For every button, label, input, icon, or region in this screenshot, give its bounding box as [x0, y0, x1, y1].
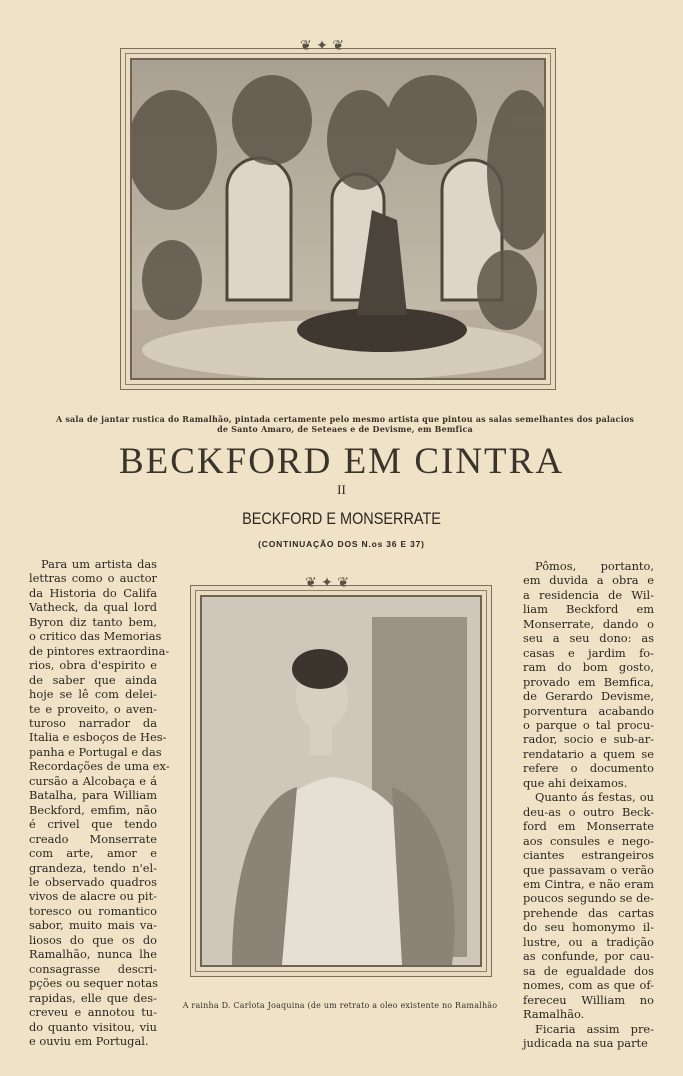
caption-line-2: de Santo Amaro, de Seteaes e de Devisme, em Bemfica	[217, 424, 473, 434]
text-line: deu-as o outro Beck-	[523, 804, 654, 819]
frame-ornament-icon: ❦ ✦ ❦	[300, 38, 345, 54]
text-line: Beckford, emfim, não	[29, 802, 157, 817]
text-line: rador, socio e sub-ar-	[523, 732, 654, 747]
text-line: sabor, muito mais va-	[29, 918, 157, 933]
text-line: Pômos, portanto,	[535, 559, 654, 573]
text-line: casas e jardim fo-	[523, 645, 654, 660]
part-number: II	[337, 482, 346, 497]
text-line: vivos de alacre ou pit-	[29, 889, 157, 904]
text-line: de pintores extraordina-	[29, 643, 170, 658]
text-line: do seu homonymo il-	[523, 920, 654, 935]
text-line: poucos segundo se de-	[523, 891, 654, 906]
text-line: judicada na sua parte	[523, 1035, 648, 1050]
text-line: Vatheck, da qual lord	[29, 600, 157, 615]
text-line: consagrasse descri-	[29, 961, 157, 976]
text-line: que passavam o verão	[523, 862, 654, 877]
portrait-caption: A rainha D. Carlota Joaquina (de um retrato a oleo existente no Ramalhão	[182, 1001, 498, 1010]
text-line: o critico das Memorias	[29, 629, 162, 644]
caption-line-1: A sala de jantar rustica do Ramalhão, pintada certamente pelo mesmo artista que pintou as salas semelhantes dos palacios	[55, 414, 635, 424]
text-line: Monserrate, dando o	[523, 616, 654, 631]
portrait-ornament-icon: ❦ ✦ ❦	[305, 575, 350, 591]
text-line: panha e Portugal e das	[29, 744, 162, 759]
text-line: Italia e esboços de Hes-	[29, 730, 167, 745]
text-line: Batalha, para William	[29, 788, 157, 803]
text-line: e ouviu em Portugal.	[29, 1033, 149, 1048]
text-line: Para um artista das	[41, 557, 157, 571]
text-line: Quanto ás festas, ou	[535, 790, 654, 805]
text-line: le observado quadros	[29, 874, 157, 889]
text-line: cursão a Alcobaça e á	[29, 773, 157, 788]
text-line: liosos do que os do	[29, 932, 157, 947]
text-line: Byron diz tanto bem,	[29, 614, 157, 629]
portrait-illustration	[200, 595, 482, 967]
text-line: Ficaria assim pre-	[535, 1021, 654, 1036]
text-line: a residencia de Wil-	[523, 587, 654, 602]
text-line: de Gerardo Devisme,	[523, 689, 654, 704]
text-line: da Historia do Califa	[29, 585, 157, 600]
text-line: ford em Monserrate	[523, 819, 654, 834]
text-line: rendatario a quem se	[523, 746, 654, 761]
text-line: ram do bom gosto,	[523, 660, 654, 675]
text-line: sa de egualdade dos	[523, 963, 654, 978]
text-line: que ahi deixamos.	[523, 775, 628, 790]
text-line: seu a seu dono: as	[523, 631, 654, 646]
queen-portrait-image	[202, 597, 480, 965]
text-line: creado Monserrate	[29, 831, 157, 846]
dining-room-illustration	[130, 58, 546, 380]
text-line: provado em Bemfica,	[523, 674, 654, 689]
text-line: creveu e annotou tu-	[29, 1005, 157, 1020]
text-line: aos consules e nego-	[523, 833, 654, 848]
text-line: nomes, com as que of-	[523, 978, 654, 993]
text-line: pções ou sequer notas	[29, 976, 158, 991]
text-line: é crivel que tendo	[29, 817, 157, 832]
text-line: hoje se lê com delei-	[29, 687, 157, 702]
text-line: te e proveito, o aven-	[29, 701, 157, 716]
text-line: lettras como o auctor	[29, 571, 157, 586]
continuation-note: (CONTINUAÇÃO DOS N.os 36 E 37)	[258, 539, 425, 549]
text-line: fereceu William no	[523, 992, 654, 1007]
article-title: BECKFORD EM CINTRA	[118, 441, 565, 482]
text-line: rios, obra d'espirito e	[29, 658, 157, 673]
left-text-column	[29, 557, 170, 1048]
text-line: as confunde, por cau-	[523, 949, 654, 964]
text-line: lustre, ou a tradição	[523, 934, 654, 949]
text-line: de saber que ainda	[29, 672, 157, 687]
text-line: grandeza, tendo n'el-	[29, 860, 157, 875]
text-line: o parque o tal procu-	[523, 717, 654, 732]
dining-room-image	[132, 60, 544, 378]
text-line: porventura acabando	[523, 703, 654, 718]
text-line: refere o documento	[523, 761, 654, 776]
text-line: Ramalhão.	[523, 1007, 585, 1022]
text-line: turoso narrador da	[29, 715, 157, 730]
text-line: toresco ou romantico	[29, 903, 157, 918]
text-line: Ramalhão, nunca lhe	[29, 947, 157, 962]
text-line: Recordações de uma ex-	[29, 759, 170, 774]
illustration-caption	[40, 414, 650, 434]
text-line: prehende das cartas	[523, 905, 654, 920]
text-line: em Cintra, e não eram	[523, 876, 654, 891]
text-line: em duvida a obra e	[523, 573, 654, 588]
text-line: do quanto visitou, viu	[29, 1019, 157, 1034]
text-line: liam Beckford em	[523, 602, 654, 617]
right-text-column	[523, 559, 654, 1050]
text-line: rapidas, elle que des-	[29, 990, 157, 1005]
article-subtitle: BECKFORD E MONSERRATE	[242, 509, 441, 528]
text-line: ciantes estrangeiros	[523, 848, 654, 863]
text-line: com arte, amor e	[29, 846, 157, 861]
